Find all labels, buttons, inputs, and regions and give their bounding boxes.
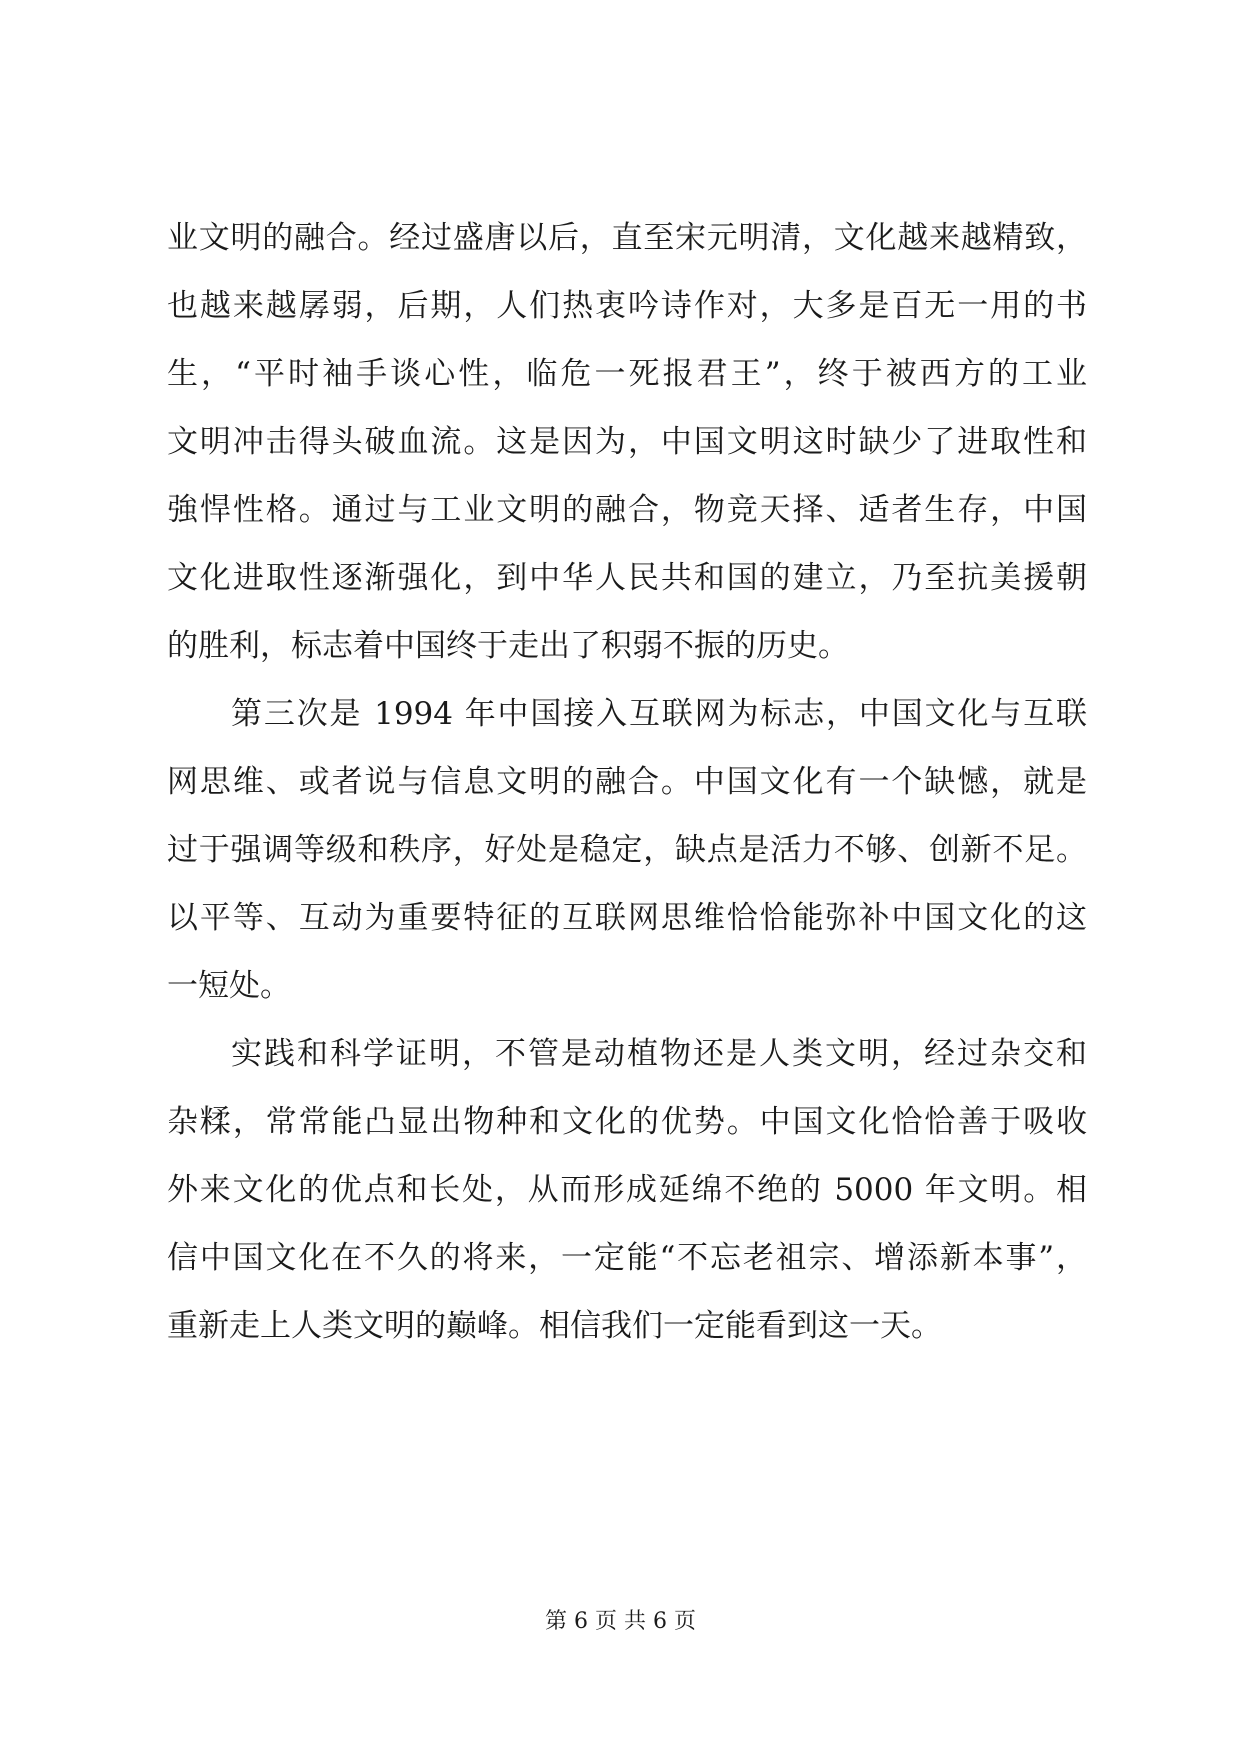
text-line: 重新走上人类文明的巅峰。相信我们一定能看到这一天。 [167, 1308, 942, 1344]
paragraph-3 [167, 1020, 1087, 1360]
text-line: 強悍性格。通过与工业文明的融合，物竞天择、适者生存，中国 [167, 492, 1087, 528]
page-footer [0, 1604, 1241, 1635]
text-line: 网思维、或者说与信息文明的融合。中国文化有一个缺憾，就是 [167, 764, 1087, 800]
paragraph-1 [167, 204, 1087, 680]
paragraph-2 [167, 680, 1087, 1020]
text-line: 生，“平时袖手谈心性，临危一死报君王”，终于被西方的工业 [167, 356, 1087, 392]
text-line: 信中国文化在不久的将来，一定能“不忘老祖宗、增添新本事”， [167, 1240, 1087, 1276]
text-line: 一短处。 [167, 968, 291, 1004]
text-line: 杂糅，常常能凸显出物种和文化的优势。中国文化恰恰善于吸收 [167, 1104, 1087, 1140]
text-line: 外来文化的优点和长处，从而形成延绵不绝的 5000 年文明。相 [167, 1172, 1087, 1208]
text-line: 也越来越孱弱，后期，人们热衷吟诗作对，大多是百无一用的书 [167, 288, 1087, 324]
text-line: 以平等、互动为重要特征的互联网思维恰恰能弥补中国文化的这 [167, 900, 1087, 936]
text-line: 第三次是 1994 年中国接入互联网为标志，中国文化与互联 [231, 696, 1087, 732]
page-number-label: 第 6 页 共 6 页 [545, 1609, 696, 1634]
text-line: 文明冲击得头破血流。这是因为，中国文明这时缺少了进取性和 [167, 424, 1087, 460]
text-line: 实践和科学证明，不管是动植物还是人类文明，经过杂交和 [231, 1036, 1087, 1072]
text-line: 文化进取性逐渐强化，到中华人民共和国的建立，乃至抗美援朝 [167, 560, 1087, 596]
text-line: 业文明的融合。经过盛唐以后，直至宋元明清，文化越来越精致， [167, 220, 1087, 256]
body-text [167, 204, 1087, 1360]
text-line: 的胜利，标志着中国终于走出了积弱不振的历史。 [167, 628, 849, 664]
text-line: 过于强调等级和秩序，好处是稳定，缺点是活力不够、创新不足。 [167, 832, 1087, 868]
